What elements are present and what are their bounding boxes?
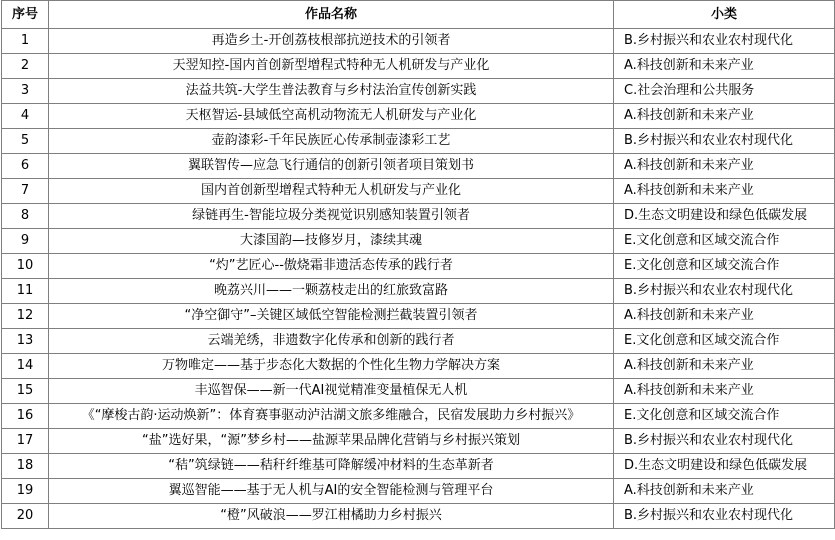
project-name-cell: 翼联智传—应急飞行通信的创新引领者项目策划书 (49, 154, 614, 179)
project-name-cell: 翼巡智能——基于无人机与AI的安全智能检测与管理平台 (49, 479, 614, 504)
category-cell: B.乡村振兴和农业农村现代化 (614, 279, 835, 304)
project-name-cell: “盐”选好果，“源”梦乡村——盐源苹果品牌化营销与乡村振兴策划 (49, 429, 614, 454)
header-index: 序号 (2, 1, 49, 29)
category-cell: A.科技创新和未来产业 (614, 304, 835, 329)
table-row (2, 154, 835, 179)
project-name-cell: 再造乡土-开创荔枝根部抗逆技术的引领者 (49, 29, 614, 54)
table-row (2, 504, 835, 529)
row-index: 1 (2, 29, 49, 54)
table-row (2, 104, 835, 129)
row-index: 3 (2, 79, 49, 104)
project-name-cell: 绿链再生-智能垃圾分类视觉识别感知装置引领者 (49, 204, 614, 229)
project-table (1, 0, 835, 529)
table-row (2, 329, 835, 354)
project-name-cell: 壶韵漆彩-千年民族匠心传承制壶漆彩工艺 (49, 129, 614, 154)
row-index: 14 (2, 354, 49, 379)
row-index: 6 (2, 154, 49, 179)
project-name-cell: “灼”艺匠心--傲烧霜非遗活态传承的践行者 (49, 254, 614, 279)
table-row (2, 254, 835, 279)
table-row (2, 29, 835, 54)
category-cell: E.文化创意和区域交流合作 (614, 229, 835, 254)
table-row (2, 454, 835, 479)
row-index: 4 (2, 104, 49, 129)
row-index: 5 (2, 129, 49, 154)
table-row (2, 304, 835, 329)
category-cell: A.科技创新和未来产业 (614, 104, 835, 129)
project-name-cell: 晚荔兴川——一颗荔枝走出的红旅致富路 (49, 279, 614, 304)
row-index: 15 (2, 379, 49, 404)
row-index: 20 (2, 504, 49, 529)
header-project-name: 作品名称 (49, 1, 614, 29)
category-cell: E.文化创意和区域交流合作 (614, 254, 835, 279)
row-index: 13 (2, 329, 49, 354)
project-name-cell: 《“摩梭古韵·运动焕新”：体育赛事驱动泸沽湖文旅多维融合，民宿发展助力乡村振兴》 (49, 404, 614, 429)
category-cell: D.生态文明建设和绿色低碳发展 (614, 454, 835, 479)
row-index: 10 (2, 254, 49, 279)
row-index: 7 (2, 179, 49, 204)
category-cell: E.文化创意和区域交流合作 (614, 404, 835, 429)
table-row (2, 429, 835, 454)
row-index: 11 (2, 279, 49, 304)
row-index: 16 (2, 404, 49, 429)
category-cell: A.科技创新和未来产业 (614, 379, 835, 404)
table-row (2, 204, 835, 229)
project-name-cell: 丰巡智保——新一代AI视觉精准变量植保无人机 (49, 379, 614, 404)
project-name-cell: 法益共筑-大学生普法教育与乡村法治宣传创新实践 (49, 79, 614, 104)
project-name-cell: 天翌知控-国内首创新型增程式特种无人机研发与产业化 (49, 54, 614, 79)
category-cell: B.乡村振兴和农业农村现代化 (614, 504, 835, 529)
category-cell: B.乡村振兴和农业农村现代化 (614, 129, 835, 154)
category-cell: A.科技创新和未来产业 (614, 154, 835, 179)
category-cell: B.乡村振兴和农业农村现代化 (614, 429, 835, 454)
project-name-cell: 大漆国韵—技修岁月，漆续其魂 (49, 229, 614, 254)
header-row (2, 1, 835, 29)
category-cell: D.生态文明建设和绿色低碳发展 (614, 204, 835, 229)
header-category: 小类 (614, 1, 835, 29)
project-name-cell: “橙”风破浪——罗江柑橘助力乡村振兴 (49, 504, 614, 529)
table-row (2, 229, 835, 254)
category-cell: A.科技创新和未来产业 (614, 479, 835, 504)
category-cell: A.科技创新和未来产业 (614, 354, 835, 379)
project-name-cell: 云端羌绣，非遗数字化传承和创新的践行者 (49, 329, 614, 354)
row-index: 17 (2, 429, 49, 454)
table-row (2, 54, 835, 79)
table-row (2, 79, 835, 104)
table-row (2, 404, 835, 429)
row-index: 12 (2, 304, 49, 329)
row-index: 19 (2, 479, 49, 504)
project-name-cell: 天枢智运-县域低空高机动物流无人机研发与产业化 (49, 104, 614, 129)
category-cell: B.乡村振兴和农业农村现代化 (614, 29, 835, 54)
row-index: 18 (2, 454, 49, 479)
project-name-cell: 万物唯定——基于步态化大数据的个性化生物力学解决方案 (49, 354, 614, 379)
project-name-cell: 国内首创新型增程式特种无人机研发与产业化 (49, 179, 614, 204)
category-cell: C.社会治理和公共服务 (614, 79, 835, 104)
category-cell: A.科技创新和未来产业 (614, 179, 835, 204)
row-index: 2 (2, 54, 49, 79)
row-index: 9 (2, 229, 49, 254)
project-name-cell: “秸”筑绿链——秸秆纤维基可降解缓冲材料的生态革新者 (49, 454, 614, 479)
category-cell: A.科技创新和未来产业 (614, 54, 835, 79)
category-cell: E.文化创意和区域交流合作 (614, 329, 835, 354)
table-row (2, 379, 835, 404)
table-row (2, 279, 835, 304)
table-row (2, 129, 835, 154)
project-name-cell: “净空御守”–关键区域低空智能检测拦截装置引领者 (49, 304, 614, 329)
table-row (2, 179, 835, 204)
row-index: 8 (2, 204, 49, 229)
table-row (2, 354, 835, 379)
table-row (2, 479, 835, 504)
